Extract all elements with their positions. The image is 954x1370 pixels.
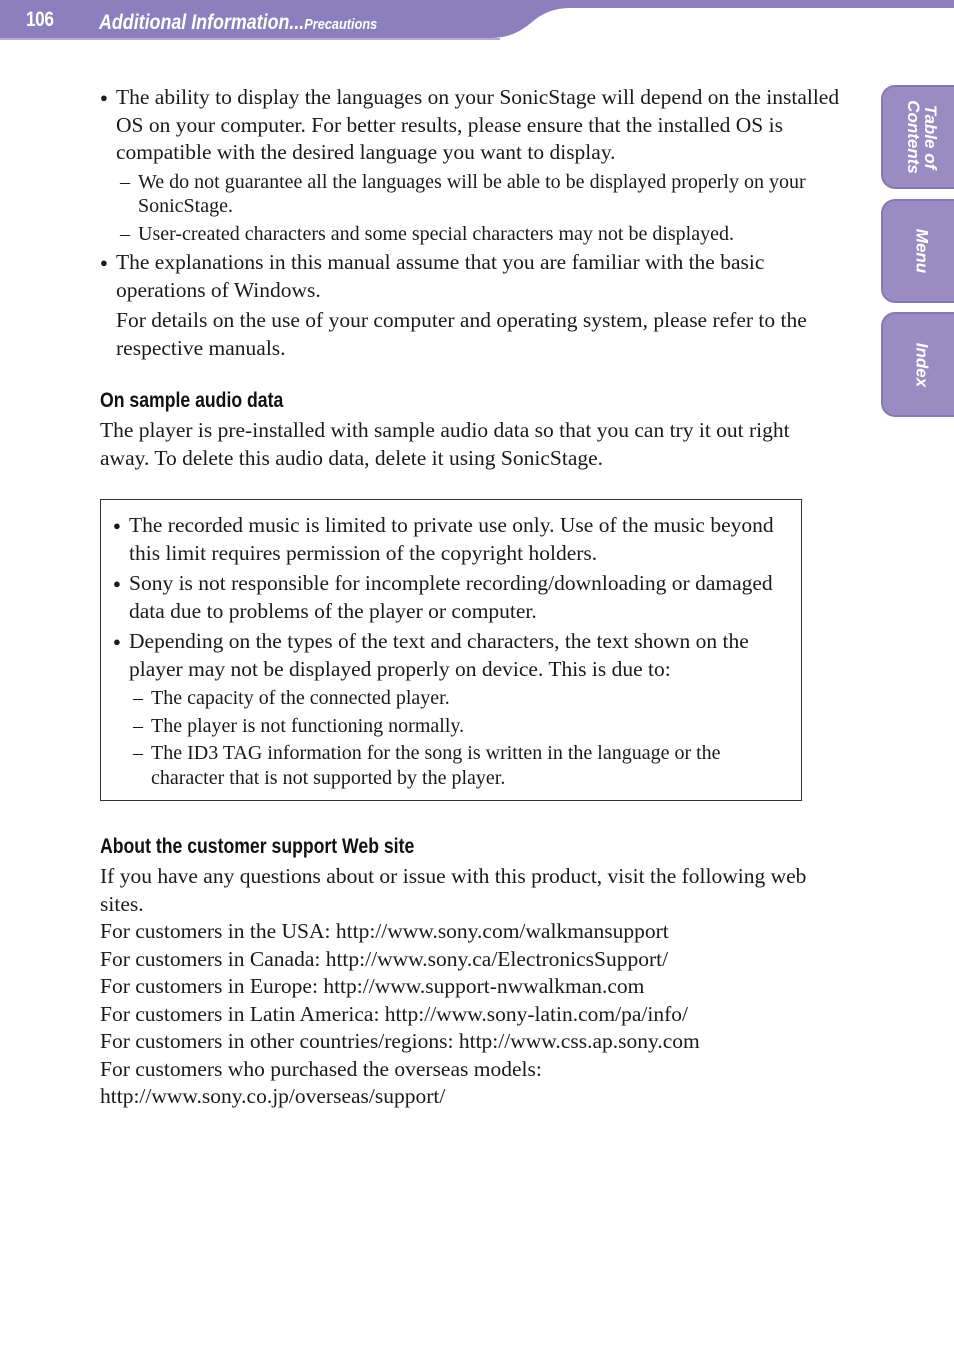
private-use-note: ● The recorded music is limited to private use only. Use of the music beyond this limit requires permission of the copyright holders. [113,512,789,567]
page-number: 106 [26,8,54,31]
section-name: Additional Information... [99,11,305,34]
copyright-notice-box [100,499,802,801]
manuals-reference-note: For details on the use of your computer and operating system, please refer to the respective manuals. [116,308,807,360]
support-canada: For customers in Canada: http://www.sony.ca/ElectronicsSupport/ [100,946,669,971]
sony-responsibility-note: ● Sony is not responsible for incomplete recording/downloading or damaged data due to problems of the player or computer. [113,570,789,625]
support-other-regions: For customers in other countries/regions: http://www.css.ap.sony.com [100,1029,700,1053]
text-display-note: ● Depending on the types of the text and characters, the text shown on the player may not be displayed properly on device. This is due to: [113,628,789,683]
language-guarantee-note: – We do not guarantee all the languages will be able to be displayed properly on your SonicStage. [100,170,840,219]
capacity-reason: – The capacity of the connected player. [113,686,789,711]
sample-audio-text: The player is pre-installed with sample audio data so that you can try it out right away. To delete this audio data, delete it using SonicStage. [100,418,790,470]
tab-menu-label: Menu [912,228,932,274]
special-characters-note: – User-created characters and some special characters may not be displayed. [100,222,840,247]
id3-tag-reason: – The ID3 TAG information for the song is written in the language or the character that is not supported by the player. [113,741,789,790]
tab-index[interactable] [881,312,954,417]
sample-audio-heading: On sample audio data [100,389,284,412]
support-usa: For customers in the USA: http://www.sony.com/walkmansupport [100,919,669,943]
windows-familiarity-note: ● The explanations in this manual assume that you are familiar with the basic operations of Windows. [100,249,840,304]
malfunction-reason: – The player is not functioning normally. [113,714,789,739]
tab-table-of-contents[interactable] [881,85,954,189]
support-latin-america: For customers in Latin America: http://www.sony-latin.com/pa/info/ [100,1001,688,1026]
support-overseas-label: For customers who purchased the overseas models: [100,1056,542,1081]
page-content [100,84,840,1111]
customer-support-heading: About the customer support Web site [100,835,415,858]
breadcrumb [99,11,377,35]
tab-menu[interactable] [881,199,954,303]
subsection-name: Precautions [304,16,378,33]
tab-table-of-contents-label: Table of Contents [904,100,940,174]
support-intro: If you have any questions about or issue with this product, visit the following web sites. [100,864,807,916]
language-display-note: ● The ability to display the languages on your SonicStage will depend on the installed OS on your computer. For better results, please ensure that the installed OS is compatible with the desired language you want to display. [100,84,840,167]
support-europe: For customers in Europe: http://www.support-nwwalkman.com [100,974,645,998]
support-sites [100,863,840,1111]
page-header [0,0,954,40]
tab-index-label: Index [912,342,932,387]
support-overseas-url: http://www.sony.co.jp/overseas/support/ [100,1084,446,1108]
